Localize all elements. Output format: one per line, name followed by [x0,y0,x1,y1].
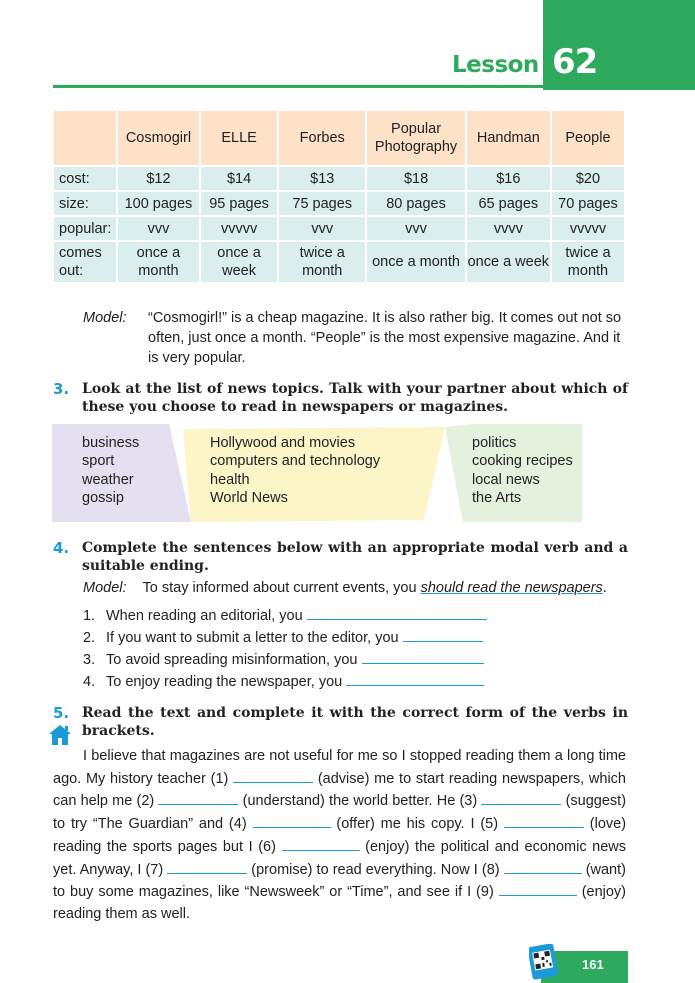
task-instruction: Complete the sentences below with an appropriate modal verb and a suitable ending. [82,540,628,574]
answer-blank[interactable] [346,671,484,686]
topic-item: computers and technology [210,453,381,470]
page-number: 161 [582,957,604,972]
model-text: “Cosmogirl!” is a cheap magazine. It is also rather big. It comes out not so often, just once a month. “People” is the most expensive magazine. And it is very popular. [148,310,622,366]
answer-blank[interactable] [499,881,577,896]
list-item [83,671,487,693]
text-segment: I believe that magazines are not useful for me so I stopped reading them a long time ago. My history teacher (1) [53,748,626,787]
column-header: Handman [467,111,550,165]
table-cell: 70 pages [552,192,624,215]
column-header: Popular Photography [367,111,464,165]
sentence-list [83,605,487,693]
table-cell: vvvvv [552,217,624,240]
model-answer: should read the newspapers [420,580,603,596]
table-cell: $16 [467,167,550,190]
task-instruction: Look at the list of news topics. Talk with your partner about which of these you choose to read in newspapers or magazines. [82,381,628,415]
sentence-text: When reading an editorial, you [106,608,303,624]
table-row [54,167,624,190]
table-cell: 95 pages [201,192,277,215]
topics-column-2 [210,434,380,507]
topic-item: weather [82,471,134,488]
task-number: 5. [53,704,70,722]
answer-blank[interactable] [403,627,483,642]
table-cell: $13 [279,167,365,190]
task-instruction: Read the text and complete it with the correct form of the verbs in brackets. [82,705,628,739]
model-label: Model: [83,580,127,596]
table-header-row [54,111,624,165]
answer-blank[interactable] [282,836,360,851]
table-cell: twice a month [279,242,365,282]
item-number: 3. [83,652,96,668]
topic-item: sport [82,453,115,470]
task-3 [53,380,628,416]
sentence-text: If you want to submit a letter to the editor, you [106,630,399,646]
news-topics-panel [52,424,612,522]
table-cell: $20 [552,167,624,190]
row-label: cost: [54,167,116,190]
topic-item: the Arts [472,489,522,506]
table-cell: $18 [367,167,464,190]
table-cell: vvvvv [201,217,277,240]
table-cell: once a week [467,242,550,282]
item-number: 1. [83,608,96,624]
column-header: Cosmogirl [118,111,199,165]
table-cell: twice a month [552,242,624,282]
text-segment: (understand) the world better. He (3) [242,793,478,810]
table-cell: once a month [367,242,464,282]
answer-blank[interactable] [362,649,484,664]
task-4 [53,539,628,575]
model-example-2 [83,580,607,596]
sentence-text: To enjoy reading the newspaper, you [106,674,343,690]
topic-item: local news [472,471,540,488]
table-cell: vvvv [467,217,550,240]
qr-code-icon [529,944,559,980]
table-cell: 80 pages [367,192,464,215]
topic-item: Hollywood and movies [210,435,356,451]
table-cell: vvv [279,217,365,240]
topic-item: politics [472,435,517,451]
topic-item: cooking recipes [472,453,573,470]
answer-blank[interactable] [158,790,238,805]
column-header: Forbes [279,111,365,165]
topic-item: World News [210,489,288,506]
row-label: popular: [54,217,116,240]
table-cell: $14 [201,167,277,190]
table-cell: vvv [118,217,199,240]
list-item [83,649,487,671]
model-text: To stay informed about current events, you [142,580,417,596]
table-cell: once a month [118,242,199,282]
table-row [54,242,624,282]
table-row [54,217,624,240]
model-example [83,308,628,368]
lesson-number: 62 [552,42,598,82]
sentence-text: To avoid spreading misinformation, you [106,652,358,668]
table-cell: 100 pages [118,192,199,215]
row-label: size: [54,192,116,215]
table-cell: $12 [118,167,199,190]
text-segment: (advise) me to start reading newspapers, which can help me (2) [53,770,626,810]
column-header: ELLE [201,111,277,165]
table-cell: vvv [367,217,464,240]
table-cell: once a week [201,242,277,282]
text-segment: (enjoy) reading them as well. [53,884,627,922]
answer-blank[interactable] [481,790,561,805]
header-rule [53,85,545,88]
topics-column-3 [472,434,573,507]
magazine-comparison-table [52,109,626,284]
answer-blank[interactable] [233,768,313,783]
text-segment: (love) reading the sports pages but I (6) [53,816,627,855]
gap-fill-text [53,746,626,926]
table-corner-cell [54,111,116,165]
column-header: People [552,111,624,165]
list-item [83,605,487,627]
answer-blank[interactable] [167,859,247,874]
topics-column-1 [82,434,139,507]
table-row [54,192,624,215]
row-label: comes out: [54,242,116,282]
text-segment: (enjoy) the political and economic news yet. Anyway, I (7) [53,838,627,878]
lesson-label: Lesson [452,52,539,78]
topic-item: gossip [82,489,124,506]
text-segment: (suggest) to try “The Guardian” and (4) [53,793,627,833]
home-icon [48,724,72,746]
model-label: Model: [83,310,127,326]
answer-blank[interactable] [307,605,487,620]
table-cell: 75 pages [279,192,365,215]
list-item [83,627,487,649]
item-number: 2. [83,630,96,646]
text-segment: (want) to buy some magazines, like “Newsweek” or “Time”, and see if I (9) [53,861,626,901]
task-number: 4. [53,539,70,557]
answer-blank[interactable] [504,859,582,874]
answer-blank[interactable] [504,813,584,828]
text-segment: (promise) to read everything. Now I (8) [251,861,500,878]
answer-blank[interactable] [253,813,331,828]
model-end: . [602,580,607,596]
text-segment: (offer) me his copy. I (5) [336,816,499,833]
task-number: 3. [53,380,70,398]
table-cell: 65 pages [467,192,550,215]
item-number: 4. [83,674,96,690]
topic-item: business [82,435,140,451]
topic-item: health [210,471,250,488]
task-5 [53,704,628,740]
